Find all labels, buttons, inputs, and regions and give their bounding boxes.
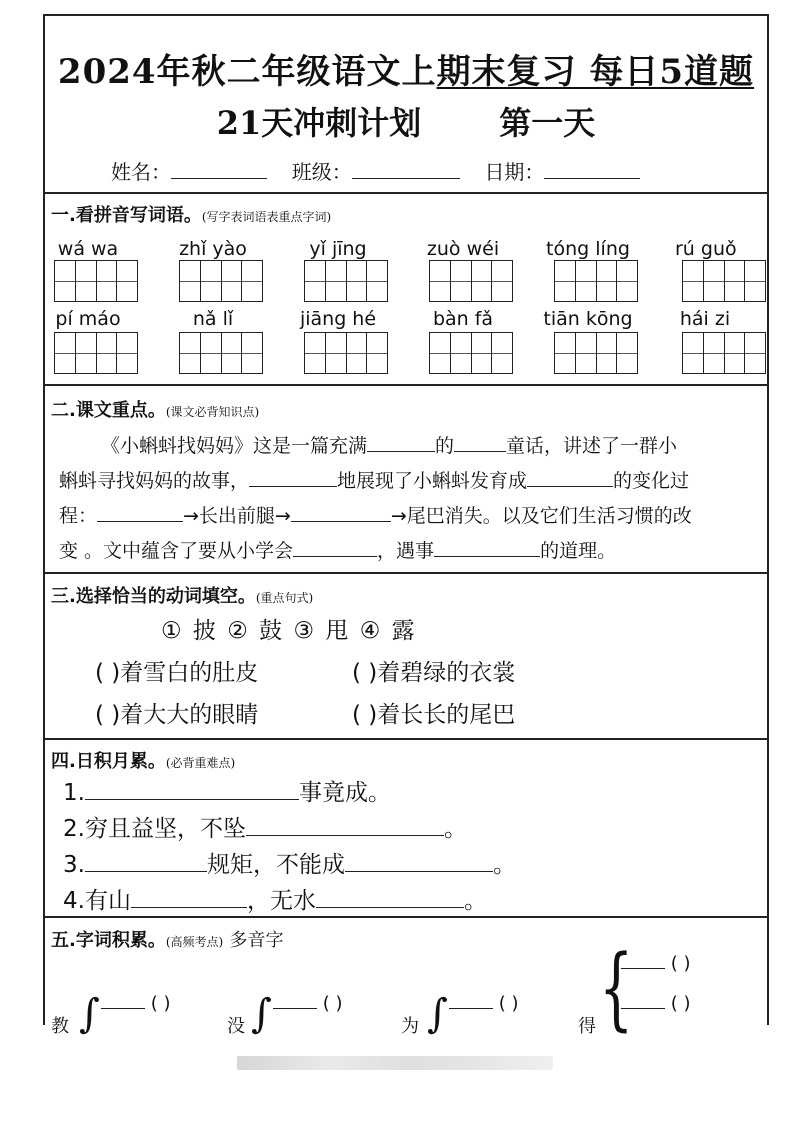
section1-title: 一.看拼音写词语。 — [51, 205, 202, 226]
polyphone-blank[interactable] — [273, 990, 343, 1014]
section1-heading — [51, 201, 331, 227]
polyphone-char: 没 — [227, 1016, 245, 1037]
page-subtitle — [45, 98, 767, 144]
divider — [45, 572, 767, 574]
subtitle-day: 第一天 — [499, 104, 596, 142]
pinyin-label: zhǐ yào — [179, 238, 247, 260]
verb-options: ① 披 ② 鼓 ③ 甩 ④ 露 — [161, 618, 417, 644]
verb-fill-item[interactable]: ( )着大大的眼睛 — [95, 702, 259, 728]
pinyin-label: tóng líng — [546, 238, 630, 260]
section5-extra: 多音字 — [229, 930, 284, 951]
paren: ( ) — [150, 993, 171, 1014]
writing-grid[interactable] — [179, 260, 263, 302]
answer-blank[interactable] — [131, 883, 247, 908]
section5-title: 五.字词积累。 — [51, 930, 166, 951]
polyphone-blank[interactable] — [621, 990, 691, 1014]
section2-paragraph — [59, 429, 757, 569]
idiom-item — [63, 846, 516, 879]
date-label: 日期： — [484, 160, 545, 184]
answer-blank[interactable] — [97, 501, 183, 522]
section3-heading — [51, 582, 313, 608]
pinyin-label: pí máo — [55, 308, 121, 330]
paren: ( ) — [322, 993, 343, 1014]
title-underlined: 期末复习 每日5道题 — [436, 52, 755, 92]
answer-blank[interactable] — [246, 811, 444, 836]
text: 。 — [463, 888, 487, 914]
text: 地展现了小蝌蚪发育成 — [337, 470, 528, 492]
brace-icon: ∫ — [427, 991, 448, 1037]
text: 规矩，不能成 — [206, 852, 345, 878]
polyphone-char: 教 — [51, 1016, 69, 1037]
pinyin-label: hái zi — [679, 308, 731, 330]
section4-title: 四.日积月累。 — [51, 751, 166, 772]
paren: ( ) — [498, 993, 519, 1014]
writing-grid[interactable] — [554, 260, 638, 302]
polyphone-char: 得 — [578, 1016, 596, 1037]
section2-title: 二.课文重点。 — [51, 400, 166, 421]
name-field[interactable] — [171, 160, 267, 179]
text: 1. — [63, 780, 85, 806]
answer-blank[interactable] — [527, 466, 613, 487]
answer-blank[interactable] — [367, 431, 435, 452]
writing-grid[interactable] — [54, 332, 138, 374]
text: 。 — [492, 852, 516, 878]
text: 。 — [443, 816, 467, 842]
section5-note: (高频考点) — [165, 935, 224, 949]
text: 的道理。 — [540, 540, 617, 562]
polyphone-blank[interactable] — [101, 990, 171, 1014]
divider — [45, 384, 767, 386]
brace-icon: ∫ — [79, 991, 100, 1037]
class-label: 班级： — [291, 160, 352, 184]
pinyin-label: jiāng hé — [299, 308, 377, 330]
answer-blank[interactable] — [454, 431, 506, 452]
pinyin-label: yǐ jīng — [309, 238, 367, 260]
polyphone-blank[interactable] — [621, 950, 691, 974]
verb-fill-item[interactable]: ( )着碧绿的衣裳 — [352, 660, 516, 686]
section2-note: (课文必背知识点) — [165, 405, 260, 419]
text: 程： — [59, 505, 98, 527]
writing-grid[interactable] — [554, 332, 638, 374]
date-field[interactable] — [544, 160, 640, 179]
brace-icon: ∫ — [251, 991, 272, 1037]
writing-grid[interactable] — [429, 332, 513, 374]
section5-heading — [51, 926, 284, 952]
text: ，无水 — [246, 888, 316, 914]
paren: ( ) — [670, 993, 691, 1014]
writing-grid[interactable] — [54, 260, 138, 302]
text: 事竟成。 — [298, 780, 391, 806]
pinyin-label: zuò wéi — [426, 238, 500, 260]
text: 3. — [63, 852, 85, 878]
answer-blank[interactable] — [345, 847, 493, 872]
text: 蝌蚪寻找妈妈的故事， — [59, 470, 250, 492]
answer-blank[interactable] — [85, 847, 207, 872]
polyphone-blank[interactable] — [449, 990, 519, 1014]
student-info-row — [111, 156, 640, 185]
answer-blank[interactable] — [85, 775, 299, 800]
paren: ( ) — [670, 953, 691, 974]
worksheet — [43, 14, 769, 1041]
writing-grid[interactable] — [179, 332, 263, 374]
answer-blank[interactable] — [249, 466, 337, 487]
divider — [45, 916, 767, 918]
text: →长出前腿→ — [183, 505, 291, 527]
verb-fill-item[interactable]: ( )着长长的尾巴 — [352, 702, 516, 728]
class-field[interactable] — [352, 160, 460, 179]
section4-note: (必背重难点) — [165, 756, 236, 770]
text: 的 — [435, 435, 455, 457]
writing-grid[interactable] — [682, 260, 766, 302]
answer-blank[interactable] — [293, 536, 377, 557]
writing-grid[interactable] — [429, 260, 513, 302]
idiom-item — [63, 882, 487, 915]
text: 的变化过 — [613, 470, 690, 492]
text: 2.穷且益坚，不坠 — [63, 816, 246, 842]
subtitle-plan: 21天冲刺计划 — [216, 104, 422, 142]
pinyin-label: wá wa — [57, 238, 119, 260]
page-title — [45, 44, 767, 93]
answer-blank[interactable] — [316, 883, 464, 908]
text: ，遇事 — [377, 540, 435, 562]
section3-note: (重点句式) — [255, 591, 314, 605]
name-label: 姓名： — [111, 160, 171, 184]
text: 童话，讲述了一群小 — [506, 435, 678, 457]
brace-icon: { — [599, 936, 634, 1041]
pinyin-label: nǎ lǐ — [192, 308, 234, 330]
text: →尾巴消失。以及它们生活习惯的改 — [390, 505, 692, 527]
section4-heading — [51, 747, 235, 773]
section3-title: 三.选择恰当的动词填空。 — [51, 586, 256, 607]
text: 变 。文中蕴含了要从小学会 — [59, 540, 294, 562]
polyphone-char: 为 — [401, 1016, 419, 1037]
idiom-item — [63, 774, 391, 807]
text: 4.有山 — [63, 888, 131, 914]
pinyin-label: tiān kōng — [543, 308, 633, 330]
pinyin-label: rú guǒ — [675, 238, 737, 260]
section2-heading — [51, 396, 259, 422]
writing-grid[interactable] — [304, 332, 388, 374]
divider — [45, 738, 767, 740]
answer-blank[interactable] — [291, 501, 391, 522]
writing-grid[interactable] — [304, 260, 388, 302]
text: 《小蝌蚪找妈妈》这是一篇充满 — [101, 435, 368, 457]
section1-note: (写字表词语表重点字词) — [201, 210, 332, 224]
title-plain: 2024年秋二年级语文上 — [57, 52, 437, 92]
answer-blank[interactable] — [434, 536, 540, 557]
pinyin-label: bàn fǎ — [432, 308, 494, 330]
divider — [45, 192, 767, 194]
writing-grid[interactable] — [682, 332, 766, 374]
idiom-item — [63, 810, 467, 843]
blurred-watermark-bar — [237, 1056, 553, 1070]
verb-fill-item[interactable]: ( )着雪白的肚皮 — [95, 660, 259, 686]
